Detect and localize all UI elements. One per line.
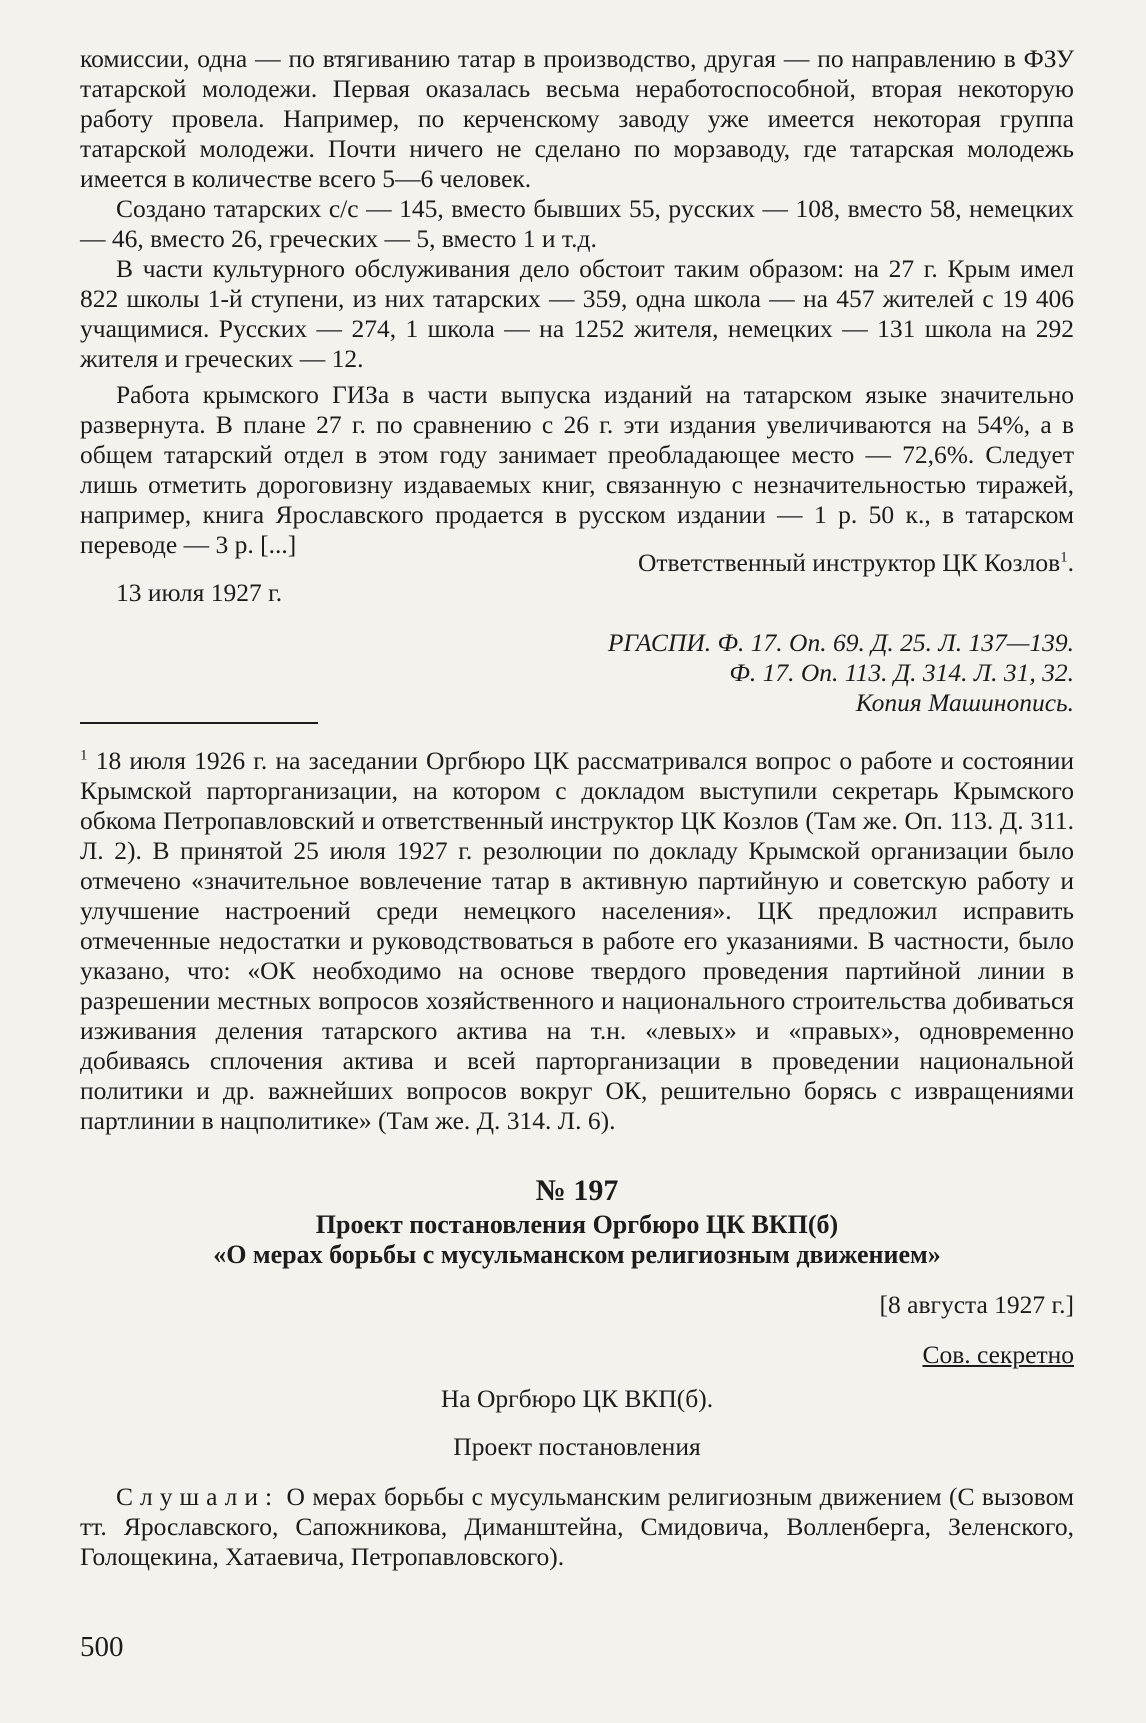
document-date: [8 августа 1927 г.] <box>879 1290 1074 1319</box>
archive-reference-3: Копия Машинопись. <box>855 688 1074 717</box>
body-text <box>80 44 1074 560</box>
report-date: 13 июля 1927 г. <box>116 578 283 607</box>
heard-paragraph <box>80 1482 1074 1572</box>
document-title-line-1: Проект постановления Оргбюро ЦК ВКП(б) <box>315 1210 839 1239</box>
archive-reference-2: Ф. 17. Оп. 113. Д. 314. Л. 31, 32. <box>729 658 1074 687</box>
paragraph-1: комиссии, одна — по втягиванию татар в производство, другая — по направлению в ФЗУ татарской молодежи. Первая оказалась весьма неработоспособной, вторая некоторую работу провела. Например, по керченскому заводу уже имеется некоторая группа татарской молодежи. Почти ничего не сделано по морзаводу, где татарская молодежь имеется в количестве всего 5—6 человек. <box>80 44 1074 193</box>
page-number: 500 <box>80 1631 124 1663</box>
footnote-mark: 1 <box>80 747 88 764</box>
footnote-divider <box>80 722 318 724</box>
addressee: На Оргбюро ЦК ВКП(б). <box>440 1384 714 1413</box>
paragraph-3: В части культурного обслуживания дело обстоит таким образом: на 27 г. Крым имел 822 школы 1-й ступени, из них татарских — 359, одна школа — на 457 жителей с 19 406 учащимися. Русских — 274, 1 школа — на 1252 жителя, немецких — 131 школа на 292 жителя и греческих — 12. <box>80 254 1074 373</box>
subtitle: Проект постановления <box>453 1432 701 1461</box>
document-number: № 197 <box>535 1174 619 1207</box>
heard-label: Слушали: <box>116 1482 280 1511</box>
classification-stamp <box>80 1340 1074 1370</box>
footnote <box>80 746 1074 1136</box>
footnote-text: 18 июля 1926 г. на заседании Оргбюро ЦК рассматривался вопрос о работе и состоянии Крымской парторганизации, на котором с докладом выступили секретарь Крымского обкома Петропавловский и ответственный инструктор ЦК Козлов (Там же. Оп. 113. Д. 311. Л. 2). В принятой 25 июля 1927 г. резолюции по докладу Крымской организации было отмечено «значительное вовлечение татар в активную партийную и советскую работу и улучшение настроений среди немецкого населения». ЦК предложил исправить отмеченные недостатки и руководствоваться в работе его указаниями. В частности, было указано, что: «ОК необходимо на основе твердого проведения партийной линии в разрешении местных вопросов хозяйственного и национального строительства добиваться изживания деления татарского актива на т.н. «левых» и «правых», одновременно добиваясь сплочения актива и всей парторганизации в проведении национальной политики и др. важнейших вопросов вокруг ОК, решительно борясь с извращениями партлинии в нацполитике» (Там же. Д. 314. Л. 6). <box>80 746 1075 1135</box>
paragraph-4: Работа крымского ГИЗа в части выпуска изданий на татарском языке значительно развернута. В плане 27 г. по сравнению с 26 г. эти издания увеличиваются на 54%, а в общем татарский отдел в этом году занимает преобладающее место — 72,6%. Следует лишь отметить дороговизну издаваемых книг, связанную с незначительностью тиражей, например, книга Ярославского продается в русском издании — 1 р. 50 к., в татарском переводе — 3 р. [...] <box>80 380 1074 559</box>
signature-end: . <box>1067 548 1074 577</box>
signature-footnote-mark: 1 <box>1060 549 1068 566</box>
signature-line <box>80 548 1074 578</box>
paragraph-2: Создано татарских с/с — 145, вместо бывших 55, русских — 108, вместо 58, немецких — 46, вместо 26, греческих — 5, вместо 1 и т.д. <box>80 194 1074 253</box>
heard-text: О мерах борьбы с мусульманским религиозным движением (С вызовом тт. Ярославского, Сапожникова, Диманштейна, Смидовича, Волленберга, Зеленского, Голощекина, Хатаевича, Петропавловского). <box>80 1482 1074 1571</box>
heard-section <box>80 1482 1074 1572</box>
signature: Ответственный инструктор ЦК Козлов <box>637 548 1061 577</box>
document-title-line-2: «О мерах борьбы с мусульманском религиозным движением» <box>213 1240 941 1269</box>
archive-reference-1: РГАСПИ. Ф. 17. Оп. 69. Д. 25. Л. 137—139. <box>607 628 1074 657</box>
footnote-paragraph <box>80 746 1074 1136</box>
classification-text: Сов. секретно <box>922 1340 1074 1369</box>
